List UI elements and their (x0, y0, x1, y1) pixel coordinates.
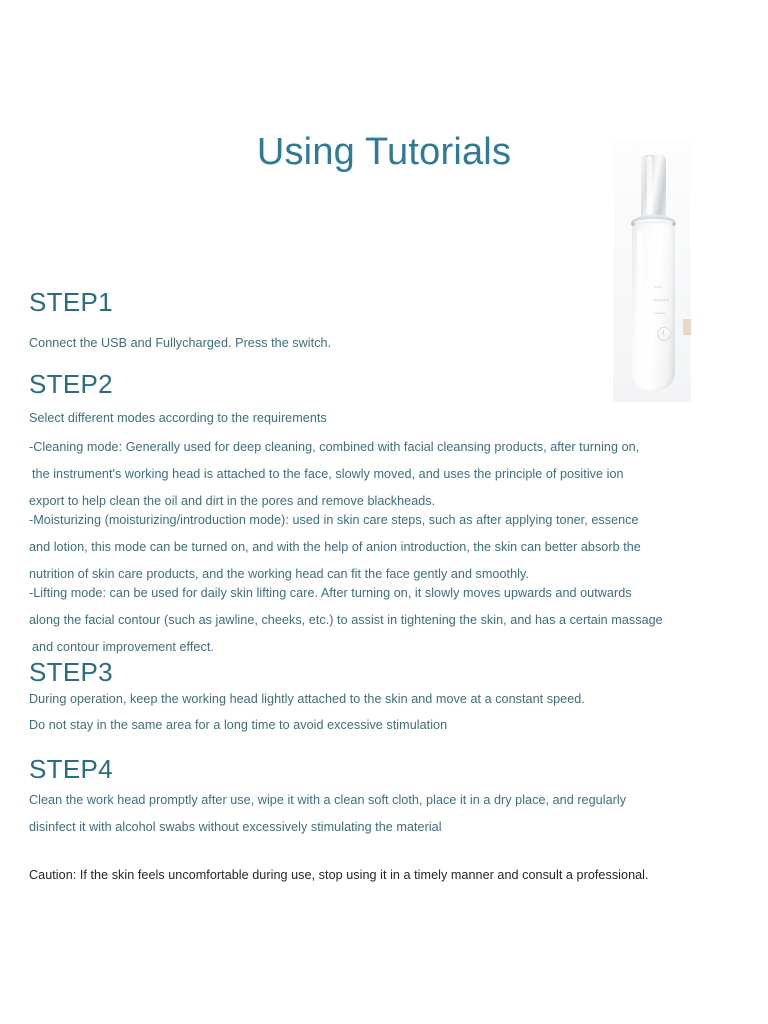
step-heading-2: STEP2 (29, 369, 113, 399)
product-photo (613, 141, 691, 402)
device-mode-label-moisturizing: Moisturizing (654, 299, 670, 302)
step-heading-3: STEP3 (29, 657, 113, 687)
device-mode-label-lifting: Lifting (654, 286, 662, 289)
step-heading-1: STEP1 (29, 287, 113, 317)
step-4-line-2: disinfect it with alcohol swabs without excessively stimulating the material (29, 820, 442, 834)
step-4-line-1: Clean the work head promptly after use, wipe it with a clean soft cloth, place it in a dry place, and regularly (29, 793, 627, 807)
step-2-line-4: export to help clean the oil and dirt in the pores and remove blackheads. (29, 494, 436, 508)
photo-edge-artifact (683, 319, 691, 335)
spatula-head-icon (641, 155, 666, 221)
step-2-line-10: and contour improvement effect. (32, 640, 214, 654)
step-2-line-8: -Lifting mode: can be used for daily skin lifting care. After turning on, it slowly moves upwards and outwards (29, 586, 632, 600)
step-2-line-2: -Cleaning mode: Generally used for deep cleaning, combined with facial cleansing products, after turning on, (29, 440, 640, 454)
step-2-line-3: the instrument's working head is attached to the face, slowly moved, and uses the principle of positive ion (32, 467, 624, 481)
device-mode-label-cleaning: Cleaning (654, 312, 666, 315)
step-2-line-5: -Moisturizing (moisturizing/introduction mode): used in skin care steps, such as after applying toner, essence (29, 513, 639, 527)
step-2-line-9: along the facial contour (such as jawline, cheeks, etc.) to assist in tightening the skin, and has a certain massage (29, 613, 663, 627)
step-1-line-1: Connect the USB and Fullycharged. Press the switch. (29, 336, 332, 350)
step-3-line-2: Do not stay in the same area for a long time to avoid excessive stimulation (29, 718, 448, 732)
caution-note: Caution: If the skin feels uncomfortable during use, stop using it in a timely manner and consult a professional. (29, 868, 649, 882)
step-2-line-6: and lotion, this mode can be turned on, and with the help of anion introduction, the skin can better absorb the (29, 540, 641, 554)
device-body (632, 223, 675, 391)
step-2-line-1: Select different modes according to the requirements (29, 411, 327, 425)
power-button-icon (657, 327, 671, 341)
step-heading-4: STEP4 (29, 754, 113, 784)
skin-scrubber-device (613, 141, 691, 402)
step-2-line-7: nutrition of skin care products, and the working head can fit the face gently and smoothly. (29, 567, 529, 581)
page-title: Using Tutorials (256, 131, 512, 173)
step-3-line-1: During operation, keep the working head lightly attached to the skin and move at a constant speed. (29, 692, 585, 706)
